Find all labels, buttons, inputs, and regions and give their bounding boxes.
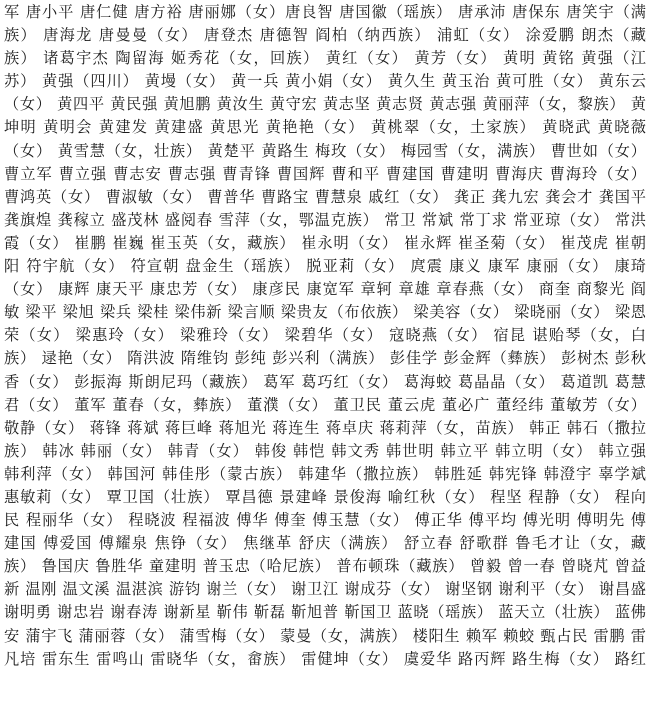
text-line: 苏） 黄强（四川） 黄墁（女） 黄一兵 黄小娟（女） 黄久生 黄玉治 黄可胜（女） 黄东云	[4, 72, 646, 91]
text-line: 安 蒲宇飞 蒲丽蓉（女） 蒲雪梅（女） 蒙曼（女，满族） 楼阳生 赖军 赖蛟 甄占民 雷鹏 雷	[4, 626, 646, 645]
text-line: 新 温刚 温文溪 温湛滨 游钧 谢兰（女） 谢卫江 谢成芬（女） 谢坚钢 谢利平（女） 谢昌盛	[4, 580, 646, 599]
text-line: 族） 逯艳（女） 隋洪波 隋维钧 彭纯 彭兴利（满族） 彭佳学 彭金辉（彝族） 彭树杰 彭秋	[4, 349, 646, 368]
text-line: 敬静（女） 蒋锋 蒋斌 蒋巨峰 蒋旭光 蒋连生 蒋卓庆 蒋莉萍（女，苗族） 韩正 韩石（撒拉	[4, 418, 646, 437]
text-line: 香（女） 彭振海 斯朗尼玛（藏族） 葛军 葛巧红（女） 葛海蛟 葛晶晶（女） 葛道凯 葛慧	[4, 372, 646, 391]
text-line: 民 程丽华（女） 程晓波 程福波 傅华 傅奎 傅玉慧（女） 傅正华 傅平均 傅光明 傅明先 傅	[4, 511, 646, 530]
text-line: 霞（女） 崔鹏 崔巍 崔玉英（女，藏族） 崔永明（女） 崔永辉 崔圣菊（女） 崔茂虎 崔朝	[4, 233, 646, 252]
text-line: 曹立军 曹立强 曹志安 曹志强 曹青锋 曹国辉 曹和平 曹建国 曹建明 曹海庆 曹海玲（女）	[4, 164, 646, 183]
text-line: 谢明勇 谢忠岩 谢春涛 谢新星 靳伟 靳磊 靳旭普 靳国卫 蓝晓（瑶族） 蓝天立（壮族） 蓝佛	[4, 603, 646, 622]
text-line: 敏 梁平 梁旭 梁兵 梁桂 梁伟新 梁言顺 梁贵友（布依族） 梁美容（女） 梁晓丽（女） 梁恩	[4, 303, 646, 322]
text-line: 族） 韩冰 韩丽（女） 韩青（女） 韩俊 韩恺 韩文秀 韩世明 韩立平 韩立明（女） 韩立强	[4, 441, 646, 460]
text-line: （女） 黄雪慧（女，壮族） 黄楚平 黄路生 梅玫（女） 梅园雪（女，满族） 曹世如（女）	[4, 141, 646, 160]
text-line: 族） 诸葛宇杰 陶留海 姬秀花（女，回族） 黄红（女） 黄芳（女） 黄明 黄铭 黄强（江	[4, 49, 646, 68]
text-line: 韩利萍（女） 韩国河 韩佳彤（蒙古族） 韩建华（撒拉族） 韩胜延 韩宪锋 韩澄宇 辜学斌	[4, 464, 646, 483]
text-line: 坤明 黄明会 黄建发 黄建盛 黄思光 黄艳艳（女） 黄桃翠（女，土家族） 黄晓武 黄晓薇	[4, 118, 646, 137]
text-line: 军 唐小平 唐仁健 唐方裕 唐丽娜（女）唐良智 唐国徽（瑶族） 唐承沛 唐保东 唐笑宇（满	[4, 3, 646, 21]
text-line: 族） 鲁国庆 鲁胜华 童建明 普玉忠（哈尼族） 普布顿珠（藏族） 曾毅 曾一春 曾晓芃 曾益	[4, 557, 646, 576]
text-line: 君（女） 董军 董春（女，彝族） 董濮（女） 董卫民 董云虎 董必广 董经纬 董敏芳（女）	[4, 395, 646, 414]
text-line: 族） 唐海龙 唐曼曼（女） 唐登杰 唐德智 阎柏（纳西族） 浦虹（女） 涂爱鹏 朗杰（藏	[4, 26, 646, 45]
text-line: 凡培 雷东生 雷鸣山 雷晓华（女，畲族） 雷健坤（女） 虞爱华 路丙辉 路生梅（女） 路红	[4, 649, 646, 668]
text-line: 荣（女） 梁惠玲（女） 梁雅玲（女） 梁碧华（女） 寇晓燕（女） 宿昆 谌贻琴（女，白	[4, 326, 646, 345]
text-line: 阳 符宇航（女） 符宣朝 盘金生（瑶族） 脱亚莉（女） 庹震 康义 康军 康丽（女） 康琦	[4, 257, 646, 276]
text-line: 建国 傅爱国 傅耀泉 焦铮（女） 焦继革 舒庆（满族） 舒立春 舒歌群 鲁毛才让（女，藏	[4, 534, 646, 553]
text-line: （女） 康辉 康天平 康忠芳（女） 康彦民 康宽军 章轲 章雄 章春燕（女） 商奎 商黎光 阎	[4, 280, 646, 299]
text-line: 曹鸿英（女） 曹淑敏（女） 曹普华 曹路宝 曹慧泉 戚红（女） 龚正 龚九宏 龚会才 龚国平	[4, 187, 646, 206]
text-line: 龚旗煌 龚稼立 盛茂林 盛阅春 雪萍（女，鄂温克族） 常卫 常斌 常丁求 常亚琼（女） 常洪	[4, 210, 646, 229]
text-line: 惠敏莉（女） 覃卫国（壮族） 覃昌德 景建峰 景俊海 喻红秋（女） 程坚 程静（女） 程向	[4, 487, 646, 506]
text-line: （女） 黄四平 黄民强 黄旭鹏 黄汝生 黄守宏 黄志坚 黄志贤 黄志强 黄丽萍（女，黎族） 黄	[4, 95, 646, 114]
name-list	[4, 1, 646, 671]
